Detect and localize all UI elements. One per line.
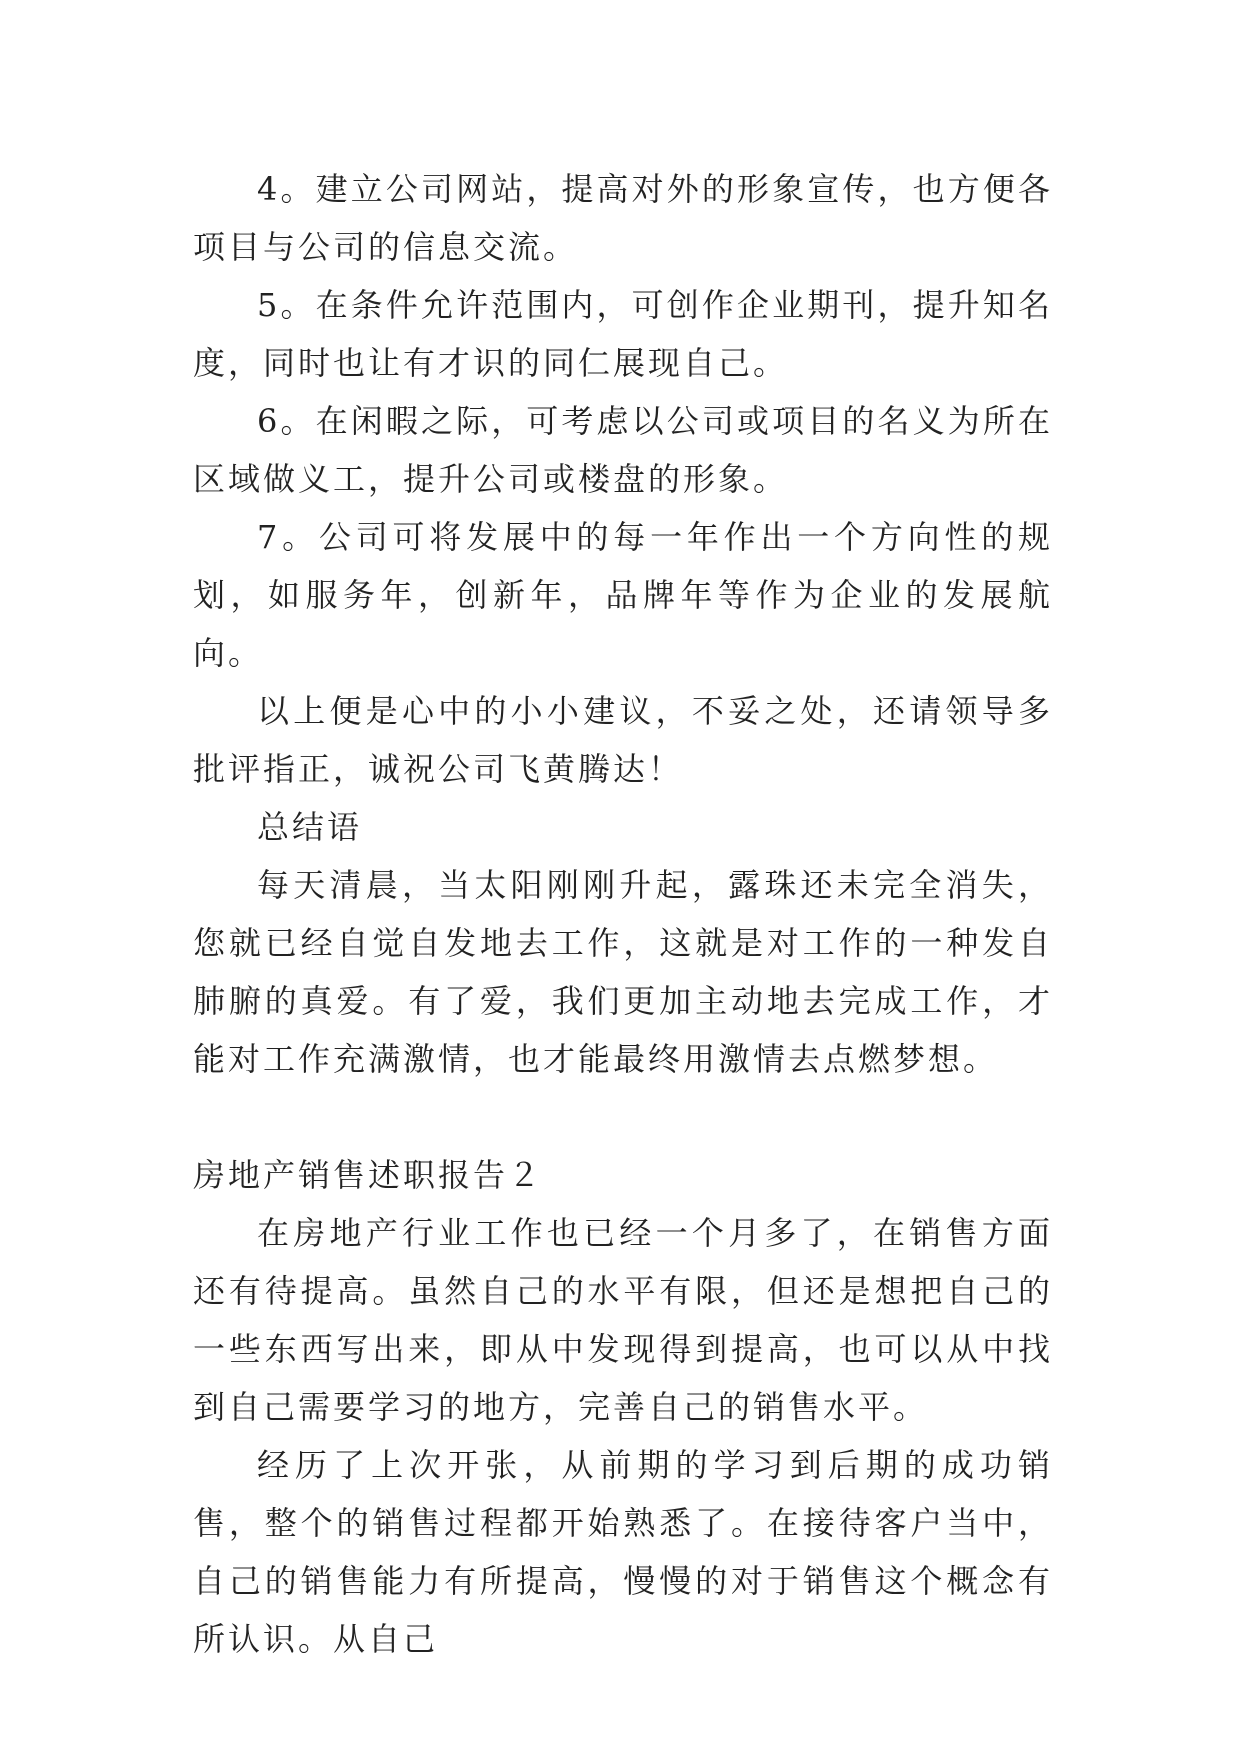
paragraph-item-6: 6。在闲暇之际，可考虑以公司或项目的名义为所在区域做义工，提升公司或楼盘的形象。	[193, 402, 1053, 498]
section-spacer	[193, 1088, 1053, 1146]
summary-paragraph: 每天清晨，当太阳刚刚升起，露珠还未完全消失，您就已经自觉自发地去工作，这就是对工作的一种发自肺腑的真爱。有了爱，我们更加主动地去完成工作，才能对工作充满激情，也才能最终用激情去点燃梦想。	[193, 866, 1053, 1078]
report-paragraph-1: 在房地产行业工作也已经一个月多了，在销售方面还有待提高。虽然自己的水平有限，但还是想把自己的一些东西写出来，即从中发现得到提高，也可以从中找到自己需要学习的地方，完善自己的销售水平。	[193, 1214, 1053, 1426]
document-body	[193, 160, 1053, 1668]
summary-heading: 总结语	[257, 808, 363, 846]
paragraph-suggestion-closing: 以上便是心中的小小建议，不妥之处，还请领导多批评指正，诚祝公司飞黄腾达！	[193, 692, 1053, 788]
report-paragraph-2: 经历了上次开张，从前期的学习到后期的成功销售，整个的销售过程都开始熟悉了。在接待客户当中，自己的销售能力有所提高，慢慢的对于销售这个概念有所认识。从自己	[193, 1446, 1053, 1658]
section-title: 房地产销售述职报告２	[193, 1156, 544, 1194]
paragraph-item-4: 4。建立公司网站，提高对外的形象宣传，也方便各项目与公司的信息交流。	[193, 170, 1053, 266]
paragraph-item-7: 7。公司可将发展中的每一年作出一个方向性的规划，如服务年，创新年，品牌年等作为企业的发展航向。	[193, 518, 1053, 672]
paragraph-item-5: 5。在条件允许范围内，可创作企业期刊，提升知名度，同时也让有才识的同仁展现自己。	[193, 286, 1053, 382]
